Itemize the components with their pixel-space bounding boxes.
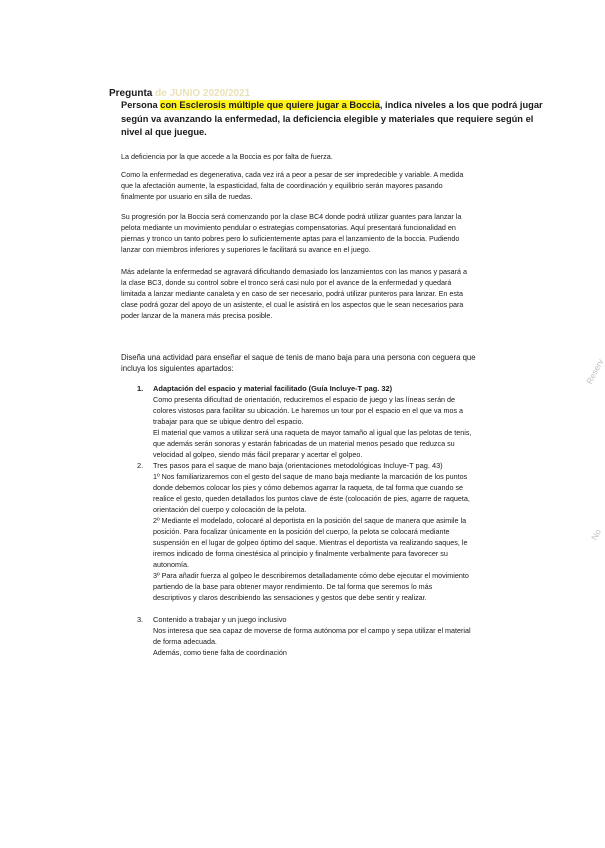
text-line: orientación del cuerpo y colocación de la pelota.	[153, 505, 307, 514]
q1-line3: nivel al que juegue.	[121, 127, 207, 137]
answer-1-paragraph-4	[121, 266, 571, 321]
text-line: limitada a lanzar mediante canaleta y en caso de ser necesario, podrá utilizar punteros para lanzar. En esta	[121, 289, 464, 298]
text-line: Como la enfermedad es degenerativa, cada vez irá a peor a pesar de ser impredecible y variable. A medida	[121, 170, 464, 179]
text-line: partiendo de la base para obtener mayor rendimiento. De tal forma que seremos lo más	[153, 582, 433, 591]
item-body	[153, 625, 471, 658]
text-line: Como presenta dificultad de orientación, reduciremos el espacio de juego y las líneas serán de	[153, 395, 456, 404]
text-line: trabajar para que se ubique dentro del espacio.	[153, 417, 304, 426]
list-item	[137, 460, 470, 603]
text-line: que la afectación aumente, la espasticidad, falta de coordinación y equilibrio serán mayores pasando	[121, 181, 443, 190]
text-line: autonomía.	[153, 560, 189, 569]
text-line: Además, como tiene falta de coordinación	[153, 648, 287, 657]
text-line: poder lanzar de la manera más precisa posible.	[121, 311, 273, 320]
item-body	[153, 394, 471, 460]
text-line: colores vistosos para facilitar su ubicación. Le haremos un tour por el espacio en el que va mos a	[153, 406, 464, 415]
item-number: 1.	[137, 384, 144, 393]
header-faded-text: de JUNIO 2020/2021	[155, 88, 251, 99]
q1-prefix: Persona	[121, 100, 161, 110]
item-title: Adaptación del espacio y material facilitado (Guía Incluye-T pag. 32)	[153, 384, 393, 393]
text-line: 2º Mediante el modelado, colocaré al deportista en la posición del saque de manera que asimile la	[153, 516, 467, 525]
text-line: Más adelante la enfermedad se agravará dificultando demasiado los lanzamientos con las manos y pasará a	[121, 267, 468, 276]
text-line: de forma adecuada.	[153, 637, 217, 646]
text-line: piernas y tronco un tanto pobres pero lo suficientemente aptas para el lanzamiento de la boccia. Pudiendo	[121, 234, 460, 243]
watermark-text: Reserv	[584, 357, 605, 386]
item-number: 2.	[137, 461, 144, 470]
text-line: Diseña una actividad para enseñar el saque de tenis de mano baja para una persona con ceguera que	[121, 353, 476, 362]
item-title: Tres pasos para el saque de mano baja (orientaciones metodológicas Incluye-T pag. 43)	[153, 461, 443, 470]
header-label: Pregunta	[109, 88, 153, 99]
text-line: donde debemos colocar los pies y cómo debemos agarrar la raqueta, de tal forma que cuando se	[153, 483, 464, 492]
text-line: suspensión en el lugar de golpeo óptimo del saque. Mientras el deportista va realizando saques, le	[153, 538, 468, 547]
text-line: Su progresión por la Boccia será comenzando por la clase BC4 donde podrá utilizar guantes para lanzar la	[121, 212, 462, 221]
answer-1-paragraph-2	[121, 169, 571, 202]
text-line: El material que vamos a utilizar será una raqueta de mayor tamaño al igual que las pelotas de tenis,	[153, 428, 472, 437]
question-1	[121, 99, 561, 140]
text-line: clase podrá gozar del apoyo de un asistente, el cual le asistirá en los aspectos que le sean necesarios para	[121, 300, 464, 309]
answer-1-paragraph-3	[121, 211, 571, 255]
list-item	[137, 383, 471, 460]
text-line: que además serán sonoras y estarán fabricadas de un material menos pesado que reduzca su	[153, 439, 455, 448]
text-line: incluya los siguientes apartados:	[121, 364, 234, 373]
q1-highlight: con Esclerosis múltiple que quiere jugar a Boccia	[160, 100, 380, 110]
item-number: 3.	[137, 615, 144, 624]
text-line: 1º Nos familiarizaremos con el gesto del saque de mano baja mediante la marcación de los puntos	[153, 472, 468, 481]
text-line: lanzar con miembros inferiores y superiores le facilitará su avance en el juego.	[121, 245, 371, 254]
text-line: descriptivos y claros describiendo las sensaciones y gestos que debe sentir y realizar.	[153, 593, 427, 602]
text-line: la clase BC3, donde su control sobre el tronco será casi nulo por el avance de la enfermedad y quedará	[121, 278, 452, 287]
item-body	[153, 471, 470, 603]
list-item	[137, 614, 471, 658]
text-line: 3º Para añadir fuerza al golpeo le describiremos detalladamente cómo debe ejecutar el movimiento	[153, 571, 469, 580]
text-line: pelota mediante un movimiento pendular o estrategias compensatorias. Aquí presentará funcionalidad en	[121, 223, 456, 232]
answer-1	[121, 151, 571, 162]
item-title: Contenido a trabajar y un juego inclusivo	[153, 615, 287, 624]
answer-1-paragraph-1: La deficiencia por la que accede a la Boccia es por falta de fuerza.	[121, 152, 333, 161]
text-line: velocidad al golpeo, siendo más fácil preparar y acertar el golpeo.	[153, 450, 363, 459]
q1-line2: según va avanzando la enfermedad, la deficiencia elegible y materiales que requiere según el	[121, 113, 534, 124]
watermark-text: No	[589, 527, 603, 542]
text-line: iremos indicado de forma cinestésica al principio y finalmente verbalmente para favorecer su	[153, 549, 448, 558]
question-2	[121, 352, 571, 374]
text-line: Nos interesa que sea capaz de moverse de forma autónoma por el campo y sepa utilizar el material	[153, 626, 471, 635]
text-line: realice el gesto, queden detallados los puntos clave de éste (colocación de pies, agarre de raqueta,	[153, 494, 470, 503]
text-line: finalmente por usuario en silla de ruedas.	[121, 192, 253, 201]
text-line: posición. Para focalizar únicamente en la posición del cuerpo, la pelota se colocará mediante	[153, 527, 450, 536]
q1-suffix: , indica niveles a los que podrá jugar	[379, 100, 543, 110]
